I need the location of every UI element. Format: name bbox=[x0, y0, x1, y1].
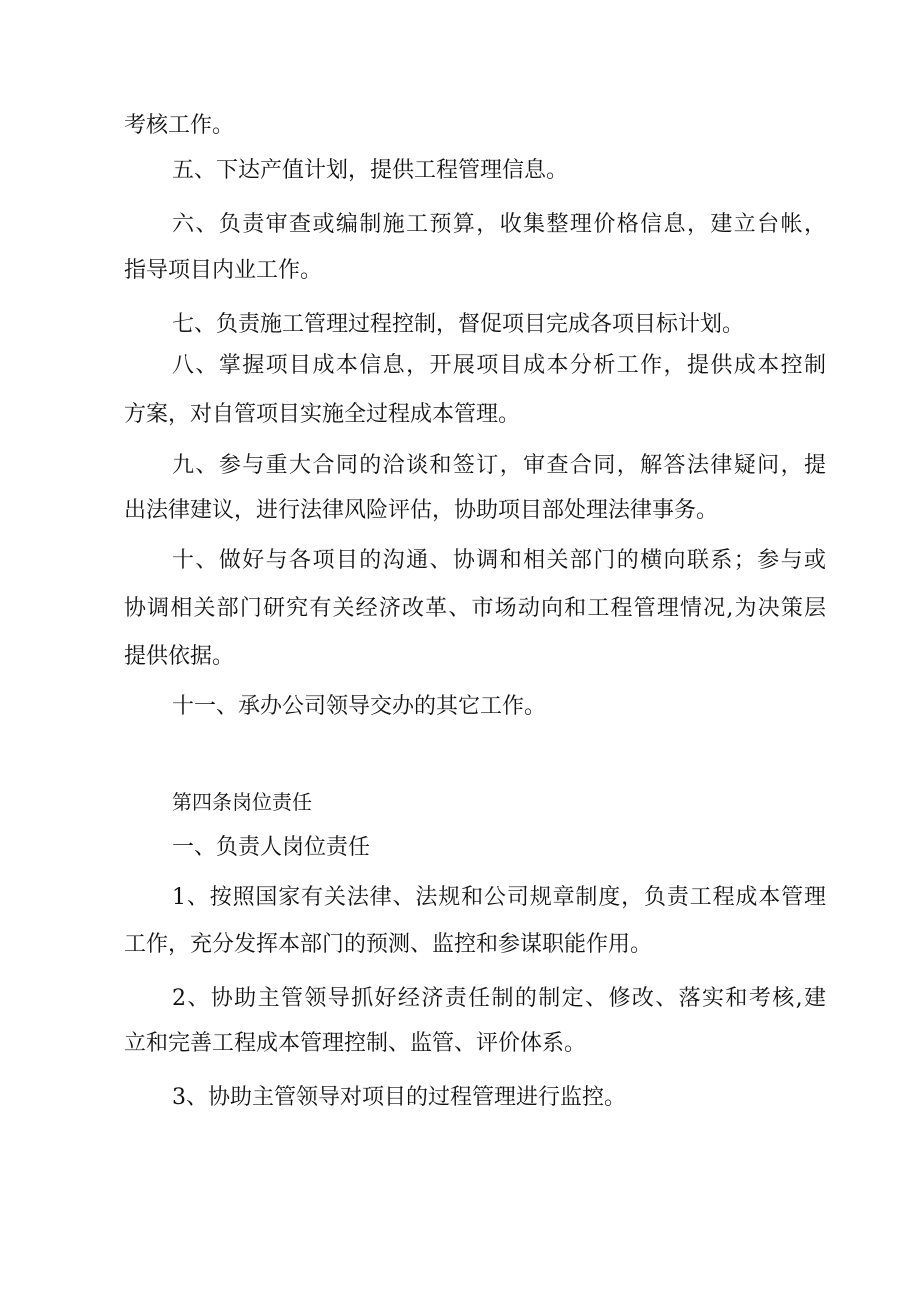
paragraph-line: 五、下达产值计划，提供工程管理信息。 bbox=[172, 158, 569, 183]
paragraph-line: 八、掌握项目成本信息，开展项目成本分析工作，提供成本控制 bbox=[172, 353, 826, 378]
paragraph-line: 工作，充分发挥本部门的预测、监控和参谋职能作用。 bbox=[124, 932, 653, 957]
paragraph-line: 立和完善工程成本管理控制、监管、评价体系。 bbox=[124, 1031, 587, 1056]
paragraph-line: 3、协助主管领导对项目的过程管理进行监控。 bbox=[172, 1085, 626, 1110]
paragraph-line: 出法律建议，进行法律风险评估，协助项目部处理法律事务。 bbox=[124, 498, 719, 523]
paragraph-line: 十、做好与各项目的沟通、协调和相关部门的横向联系；参与或 bbox=[172, 548, 826, 573]
paragraph-line: 十一、承办公司领导交办的其它工作。 bbox=[172, 694, 547, 719]
paragraph-line: 提供依据。 bbox=[124, 644, 235, 669]
subsection-heading: 一、负责人岗位责任 bbox=[172, 835, 371, 860]
paragraph-line: 指导项目内业工作。 bbox=[124, 258, 323, 283]
paragraph-line: 九、参与重大合同的洽谈和签订，审查合同，解答法律疑问，提 bbox=[172, 453, 826, 478]
paragraph-line: 七、负责施工管理过程控制，督促项目完成各项目标计划。 bbox=[172, 312, 745, 337]
paragraph-line: 六、负责审查或编制施工预算，收集整理价格信息，建立台帐， bbox=[172, 212, 826, 237]
paragraph-line: 协调相关部门研究有关经济改革、市场动向和工程管理情况,为决策层 bbox=[124, 596, 826, 621]
section-heading: 第四条岗位责任 bbox=[172, 790, 312, 814]
paragraph-line: 考核工作。 bbox=[124, 113, 235, 138]
paragraph-line: 2、协助主管领导抓好经济责任制的制定、修改、落实和考核,建 bbox=[172, 986, 826, 1011]
paragraph-line: 方案，对自管项目实施全过程成本管理。 bbox=[124, 402, 521, 427]
paragraph-line: 1、按照国家有关法律、法规和公司规章制度，负责工程成本管理 bbox=[172, 885, 826, 910]
